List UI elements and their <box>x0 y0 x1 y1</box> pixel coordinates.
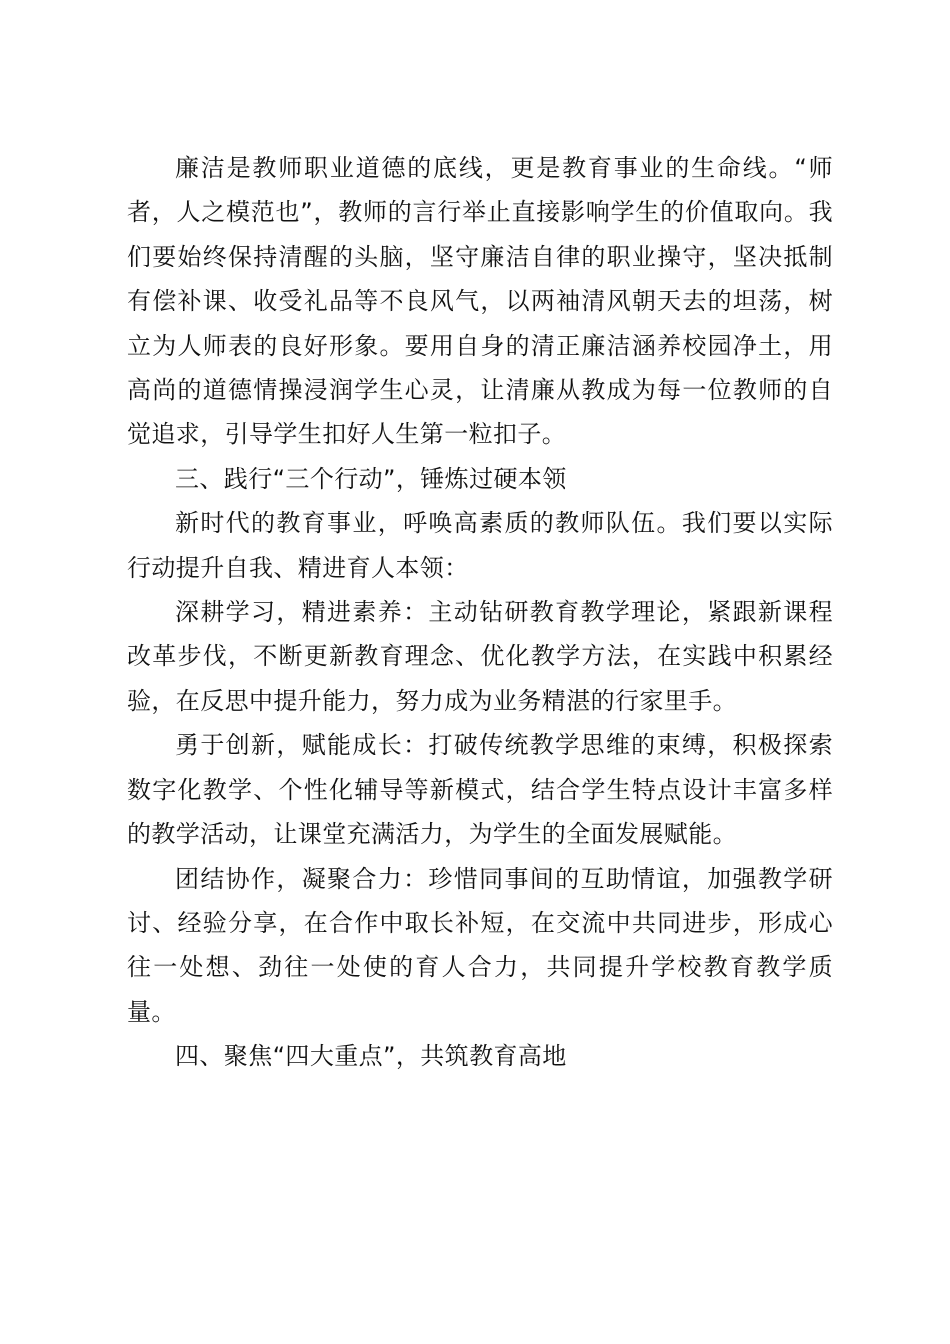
paragraph-integrity: 廉洁是教师职业道德的底线，更是教育事业的生命线。“师者，人之模范也”，教师的言行举止直接影响学生的价值取向。我们要始终保持清醒的头脑，坚守廉洁自律的职业操守，坚决抵制有偿补课、收受礼品等不良风气，以两袖清风朝天去的坦荡，树立为人师表的良好形象。要用自身的清正廉洁涵养校园净土，用高尚的道德情操浸润学生心灵，让清廉从教成为每一位教师的自觉追求，引导学生扣好人生第一粒扣子。 <box>127 154 833 449</box>
paragraph-innovation: 勇于创新，赋能成长：打破传统教学思维的束缚，积极探索数字化教学、个性化辅导等新模式，结合学生特点设计丰富多样的教学活动，让课堂充满活力，为学生的全面发展赋能。 <box>127 731 833 849</box>
paragraph-cooperation: 团结协作，凝聚合力：珍惜同事间的互助情谊，加强教学研讨、经验分享，在合作中取长补短，在交流中共同进步，形成心往一处想、劲往一处使的育人合力，共同提升学校教育教学质量。 <box>127 864 833 1026</box>
heading-three-actions: 三、践行“三个行动”，锤炼过硬本领 <box>175 464 567 493</box>
paragraph-study: 深耕学习，精进素养：主动钻研教育教学理论，紧跟新课程改革步伐，不断更新教育理念、优化教学方法，在实践中积累经验，在反思中提升能力，努力成为业务精湛的行家里手。 <box>127 598 833 715</box>
document-body <box>127 146 833 1079</box>
paragraph-new-era: 新时代的教育事业，呼唤高素质的教师队伍。我们要以实际行动提升自我、精进育人本领： <box>127 509 833 582</box>
heading-four-focus: 四、聚焦“四大重点”，共筑教育高地 <box>175 1042 567 1071</box>
